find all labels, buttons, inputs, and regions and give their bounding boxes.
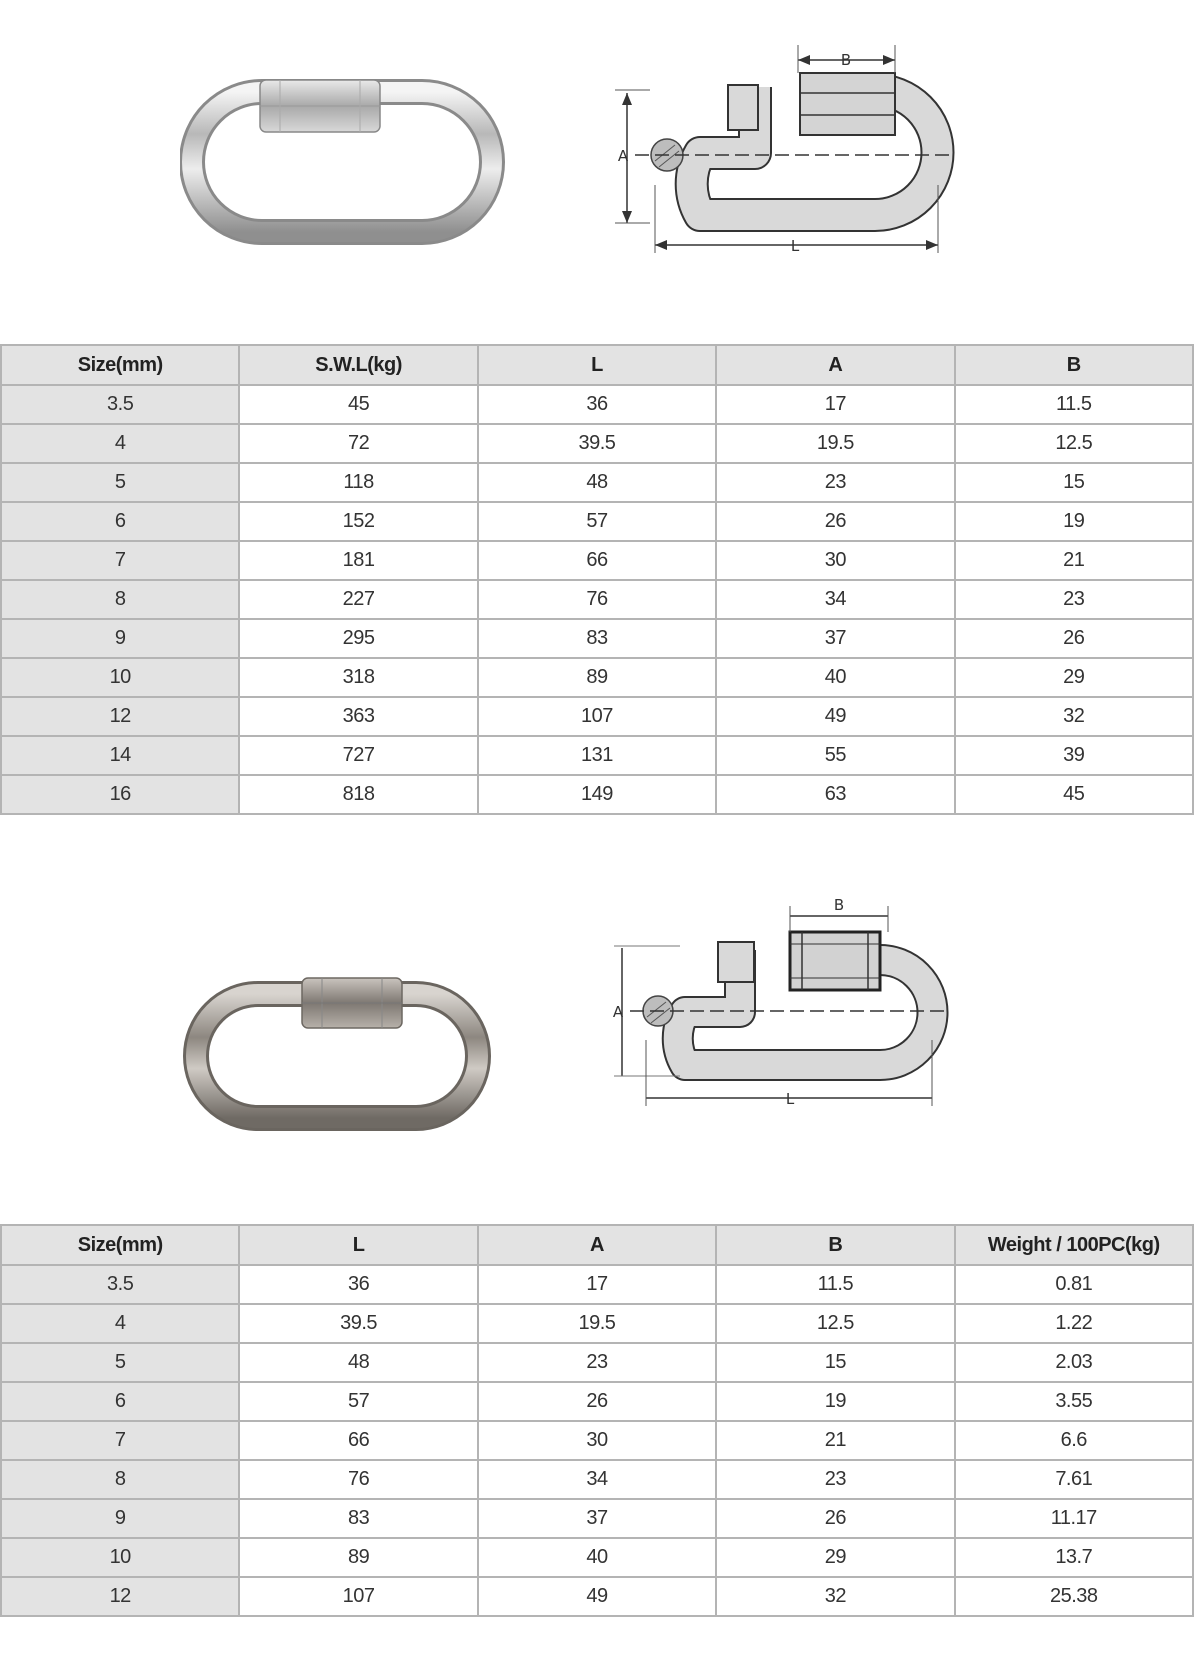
table-cell: 26: [716, 502, 954, 541]
size-cell: 8: [1, 1460, 239, 1499]
column-header: B: [716, 1225, 954, 1265]
table-cell: 49: [716, 697, 954, 736]
table-header-row: [1, 345, 1193, 385]
table-row: [1, 1382, 1193, 1421]
table-row: [1, 1460, 1193, 1499]
table-cell: 818: [239, 775, 477, 814]
column-header: A: [716, 345, 954, 385]
table-cell: 40: [478, 1538, 716, 1577]
size-cell: 4: [1, 1304, 239, 1343]
column-header: Size(mm): [1, 345, 239, 385]
size-cell: 7: [1, 541, 239, 580]
table-cell: 181: [239, 541, 477, 580]
size-cell: 10: [1, 658, 239, 697]
spec-table-1: [0, 344, 1194, 815]
table-cell: 32: [955, 697, 1193, 736]
table-cell: 83: [478, 619, 716, 658]
spec-table-2: [0, 1224, 1194, 1617]
table-row: [1, 1304, 1193, 1343]
size-cell: 12: [1, 1577, 239, 1616]
table-cell: 49: [478, 1577, 716, 1616]
table-row: [1, 424, 1193, 463]
table-cell: 12.5: [716, 1304, 954, 1343]
table-cell: 7.61: [955, 1460, 1193, 1499]
quick-link-photo-2: [182, 966, 502, 1136]
size-cell: 3.5: [1, 385, 239, 424]
size-cell: 9: [1, 1499, 239, 1538]
column-header: S.W.L(kg): [239, 345, 477, 385]
table-cell: 30: [478, 1421, 716, 1460]
dim-label-l: L: [785, 1090, 795, 1108]
column-header: L: [478, 345, 716, 385]
size-cell: 5: [1, 463, 239, 502]
size-cell: 10: [1, 1538, 239, 1577]
table-cell: 76: [239, 1460, 477, 1499]
table-row: [1, 580, 1193, 619]
table-cell: 107: [239, 1577, 477, 1616]
table-cell: 32: [716, 1577, 954, 1616]
quick-link-dimension-drawing-2: [600, 880, 960, 1110]
table-cell: 34: [478, 1460, 716, 1499]
table-cell: 15: [955, 463, 1193, 502]
table-cell: 1.22: [955, 1304, 1193, 1343]
table-row: [1, 736, 1193, 775]
table-row: [1, 1499, 1193, 1538]
table-cell: 45: [239, 385, 477, 424]
table-row: [1, 1421, 1193, 1460]
table-cell: 318: [239, 658, 477, 697]
size-cell: 6: [1, 1382, 239, 1421]
table-cell: 12.5: [955, 424, 1193, 463]
table-cell: 149: [478, 775, 716, 814]
dim-label-b: B: [840, 51, 852, 69]
table-row: [1, 619, 1193, 658]
table-cell: 107: [478, 697, 716, 736]
table-cell: 19: [716, 1382, 954, 1421]
table-cell: 29: [716, 1538, 954, 1577]
table-cell: 295: [239, 619, 477, 658]
size-cell: 7: [1, 1421, 239, 1460]
table-row: [1, 541, 1193, 580]
size-cell: 5: [1, 1343, 239, 1382]
table-row: [1, 502, 1193, 541]
table-cell: 36: [239, 1265, 477, 1304]
table-cell: 63: [716, 775, 954, 814]
table-cell: 23: [716, 463, 954, 502]
table-cell: 37: [716, 619, 954, 658]
table-row: [1, 1577, 1193, 1616]
table-cell: 23: [955, 580, 1193, 619]
table-cell: 83: [239, 1499, 477, 1538]
column-header: B: [955, 345, 1193, 385]
table-cell: 13.7: [955, 1538, 1193, 1577]
table-cell: 2.03: [955, 1343, 1193, 1382]
table-cell: 55: [716, 736, 954, 775]
dim-label-b: B: [833, 896, 845, 914]
table-cell: 19: [955, 502, 1193, 541]
figure-row-1: [0, 0, 1200, 300]
table-cell: 72: [239, 424, 477, 463]
table-row: [1, 658, 1193, 697]
size-cell: 8: [1, 580, 239, 619]
table-cell: 48: [478, 463, 716, 502]
table-cell: 89: [239, 1538, 477, 1577]
table-cell: 363: [239, 697, 477, 736]
table-cell: 39: [955, 736, 1193, 775]
table-cell: 21: [716, 1421, 954, 1460]
quick-link-dimension-drawing-1: [605, 35, 965, 265]
figure-row-2: [0, 896, 1200, 1160]
table-cell: 17: [716, 385, 954, 424]
table-cell: 57: [239, 1382, 477, 1421]
size-cell: 12: [1, 697, 239, 736]
table-cell: 23: [478, 1343, 716, 1382]
table-cell: 39.5: [478, 424, 716, 463]
size-cell: 3.5: [1, 1265, 239, 1304]
table-cell: 227: [239, 580, 477, 619]
table-cell: 0.81: [955, 1265, 1193, 1304]
table-cell: 57: [478, 502, 716, 541]
table-cell: 19.5: [716, 424, 954, 463]
table-cell: 40: [716, 658, 954, 697]
table-cell: 89: [478, 658, 716, 697]
table-cell: 29: [955, 658, 1193, 697]
size-cell: 14: [1, 736, 239, 775]
table-cell: 66: [478, 541, 716, 580]
column-header: A: [478, 1225, 716, 1265]
size-cell: 9: [1, 619, 239, 658]
table-cell: 21: [955, 541, 1193, 580]
table-cell: 26: [478, 1382, 716, 1421]
table-cell: 30: [716, 541, 954, 580]
table-row: [1, 1343, 1193, 1382]
table-cell: 48: [239, 1343, 477, 1382]
table-cell: 131: [478, 736, 716, 775]
table-cell: 11.5: [716, 1265, 954, 1304]
table-cell: 118: [239, 463, 477, 502]
table-cell: 19.5: [478, 1304, 716, 1343]
column-header: L: [239, 1225, 477, 1265]
table-row: [1, 697, 1193, 736]
table-cell: 6.6: [955, 1421, 1193, 1460]
size-cell: 4: [1, 424, 239, 463]
table-cell: 34: [716, 580, 954, 619]
table-cell: 76: [478, 580, 716, 619]
table-row: [1, 1265, 1193, 1304]
table-cell: 25.38: [955, 1577, 1193, 1616]
table-cell: 23: [716, 1460, 954, 1499]
size-cell: 6: [1, 502, 239, 541]
table-row: [1, 463, 1193, 502]
column-header: Size(mm): [1, 1225, 239, 1265]
table-cell: 15: [716, 1343, 954, 1382]
quick-link-photo-1: [180, 70, 520, 250]
table-cell: 26: [955, 619, 1193, 658]
table-cell: 66: [239, 1421, 477, 1460]
table-cell: 26: [716, 1499, 954, 1538]
table-cell: 39.5: [239, 1304, 477, 1343]
table-cell: 727: [239, 736, 477, 775]
table-cell: 37: [478, 1499, 716, 1538]
table-cell: 11.5: [955, 385, 1193, 424]
table-row: [1, 775, 1193, 814]
table-cell: 36: [478, 385, 716, 424]
table-cell: 152: [239, 502, 477, 541]
dim-label-a: A: [612, 1003, 624, 1021]
table-cell: 45: [955, 775, 1193, 814]
table-cell: 11.17: [955, 1499, 1193, 1538]
dim-label-a: A: [617, 147, 629, 165]
dim-label-l: L: [790, 237, 800, 255]
size-cell: 16: [1, 775, 239, 814]
table-cell: 3.55: [955, 1382, 1193, 1421]
table-cell: 17: [478, 1265, 716, 1304]
table-row: [1, 385, 1193, 424]
column-header: Weight / 100PC(kg): [955, 1225, 1193, 1265]
table-row: [1, 1538, 1193, 1577]
table-header-row: [1, 1225, 1193, 1265]
